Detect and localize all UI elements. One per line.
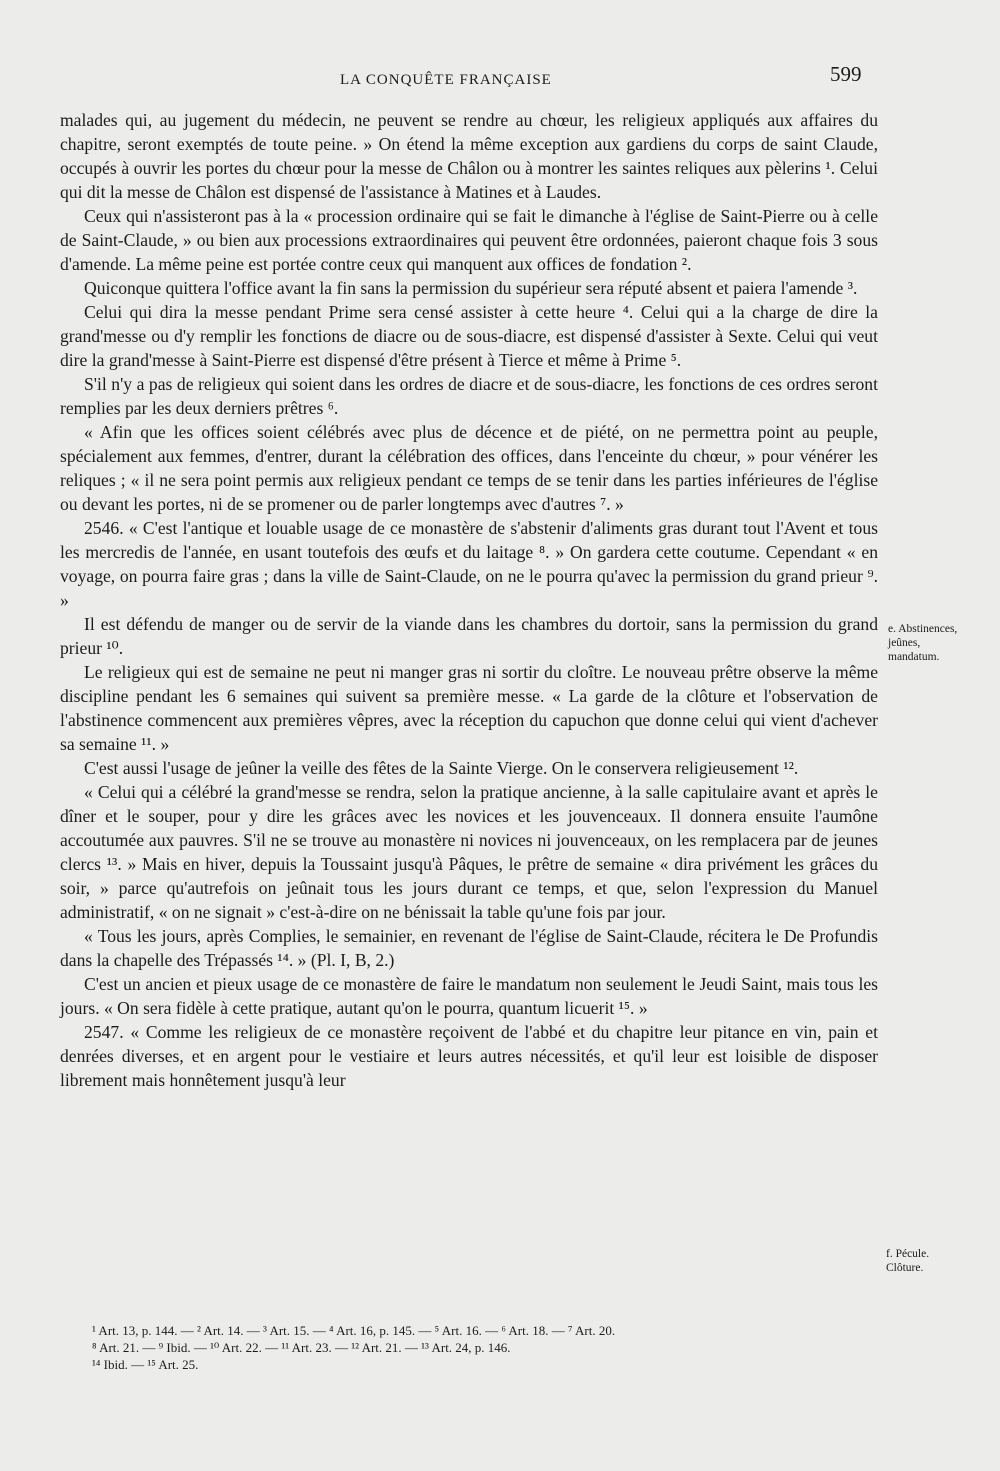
paragraph: 2546. « C'est l'antique et louable usage de ce monastère de s'abstenir d'aliments gras durant tout l'Avent et tous les mercredis de l'année, en usant toutefois des œufs et du laitage ⁸. » On gardera cette coutume. Cependant « en voyage, on pourra faire gras ; dans la ville de Saint-Claude, on ne le pourra qu'avec la permission du grand prieur ⁹. » [60,518,878,610]
paragraph: Le religieux qui est de semaine ne peut ni manger gras ni sortir du cloître. Le nouveau prêtre observe la même discipline pendant les 6 semaines qui suivent sa première messe. « La garde de la clôture et l'observation de l'abstinence commencent aux premières vêpres, avec la réception du capuchon que donne celui qui vient d'achever sa semaine ¹¹. » [60,662,878,754]
footnote-line: ⁸ Art. 21. — ⁹ Ibid. — ¹⁰ Art. 22. — ¹¹ Art. 23. — ¹² Art. 21. — ¹³ Art. 24, p. 146. [92,1340,511,1355]
paragraph: C'est un ancien et pieux usage de ce monastère de faire le mandatum non seulement le Jeudi Saint, mais tous les jours. « On sera fidèle à cette pratique, autant qu'on le pourra, quantum licuerit ¹⁵. » [60,974,878,1018]
footnote-line: ¹⁴ Ibid. — ¹⁵ Art. 25. [92,1357,199,1372]
paragraph: Ceux qui n'assisteront pas à la « procession ordinaire qui se fait le dimanche à l'église de Saint-Pierre ou à celle de Saint-Claude, » ou bien aux processions extraordinaires qui peuvent être ordonnées, paieront chaque fois 3 sous d'amende. La même peine est portée contre ceux qui manquent aux offices de fondation ². [60,206,878,274]
margin-note-pecule: f. Pécule. Clôture. [886,1248,930,1274]
paragraph: « Celui qui a célébré la grand'messe se rendra, selon la pratique ancienne, à la salle capitulaire avant et après le dîner et le souper, pour y dire les grâces avec les novices et les jouvenceaux. Il donnera ensuite l'aumône accoutumée aux pauvres. S'il ne se trouve au monastère ni novices ni jouvenceaux, on les remplacera par de jeunes clercs ¹³. » Mais en hiver, depuis la Toussaint jusqu'à Pâques, le prêtre de semaine « dira privément les grâces du soir, » parce qu'autrefois on jeûnait tous les jours durant ce temps, et que, selon l'expression du Manuel administratif, « on ne signait » c'est-à-dire on ne bénissait la table qu'une fois par jour. [60,782,878,922]
paragraph: « Afin que les offices soient célébrés avec plus de décence et de piété, on ne permettra point au peuple, spécialement aux femmes, d'entrer, durant la célébration des offices, dans l'enceinte du chœur, » pour vénérer les reliques ; « il ne sera point permis aux religieux pendant ce temps de se tenir dans les parties inférieures de l'église ou devant les portes, ni de se promener ou de parler longtemps avec d'autres ⁷. » [60,422,878,514]
paragraph: « Tous les jours, après Complies, le semainier, en revenant de l'église de Saint-Claude, récitera le De Profundis dans la chapelle des Trépassés ¹⁴. » (Pl. I, B, 2.) [60,926,878,970]
paragraph: malades qui, au jugement du médecin, ne peuvent se rendre au chœur, les religieux appliqués aux affaires du chapitre, seront exemptés de toute peine. » On étend la même exception aux gardiens du corps de saint Claude, occupés à ouvrir les portes du chœur pour la messe de Châlon ou à montrer les saintes reliques aux pèlerins ¹. Celui qui dit la messe de Châlon est dispensé de l'assistance à Matines et à Laudes. [60,110,878,202]
footnote-line: ¹ Art. 13, p. 144. — ² Art. 14. — ³ Art. 15. — ⁴ Art. 16, p. 145. — ⁵ Art. 16. — ⁶ Art. 18. — ⁷ Art. 20. [92,1323,616,1338]
body-text [60,108,878,1092]
paragraph: Celui qui dira la messe pendant Prime sera censé assister à cette heure ⁴. Celui qui a la charge de dire la grand'messe ou d'y remplir les fonctions de diacre ou de sous-diacre, est dispensé d'assister à Sexte. Celui qui veut dire la grand'messe à Saint-Pierre est dispensé d'être présent à Tierce et même à Prime ⁵. [60,302,878,370]
paragraph: Quiconque quittera l'office avant la fin sans la permission du supérieur sera réputé absent et paiera l'amende ³. [84,278,858,298]
running-header: LA CONQUÊTE FRANÇAISE [340,72,552,88]
paragraph: S'il n'y a pas de religieux qui soient dans les ordres de diacre et de sous-diacre, les fonctions de ces ordres seront remplies par les deux derniers prêtres ⁶. [60,374,878,418]
paragraph: 2547. « Comme les religieux de ce monastère reçoivent de l'abbé et du chapitre leur pitance en vin, pain et denrées diverses, et en argent pour le vestiaire et leurs autres nécessités, et qu'il leur est loisible de disposer librement mais honnêtement jusqu'à leur [60,1022,878,1090]
paragraph: C'est aussi l'usage de jeûner la veille des fêtes de la Sainte Vierge. On le conservera religieusement ¹². [84,758,799,778]
footnotes [92,1322,892,1373]
paragraph: Il est défendu de manger ou de servir de la viande dans les chambres du dortoir, sans la permission du grand prieur ¹⁰. [60,614,878,658]
margin-note-abstinences: e. Abstinences, jeûnes, mandatum. [888,623,958,663]
page-number: 599 [830,62,862,86]
